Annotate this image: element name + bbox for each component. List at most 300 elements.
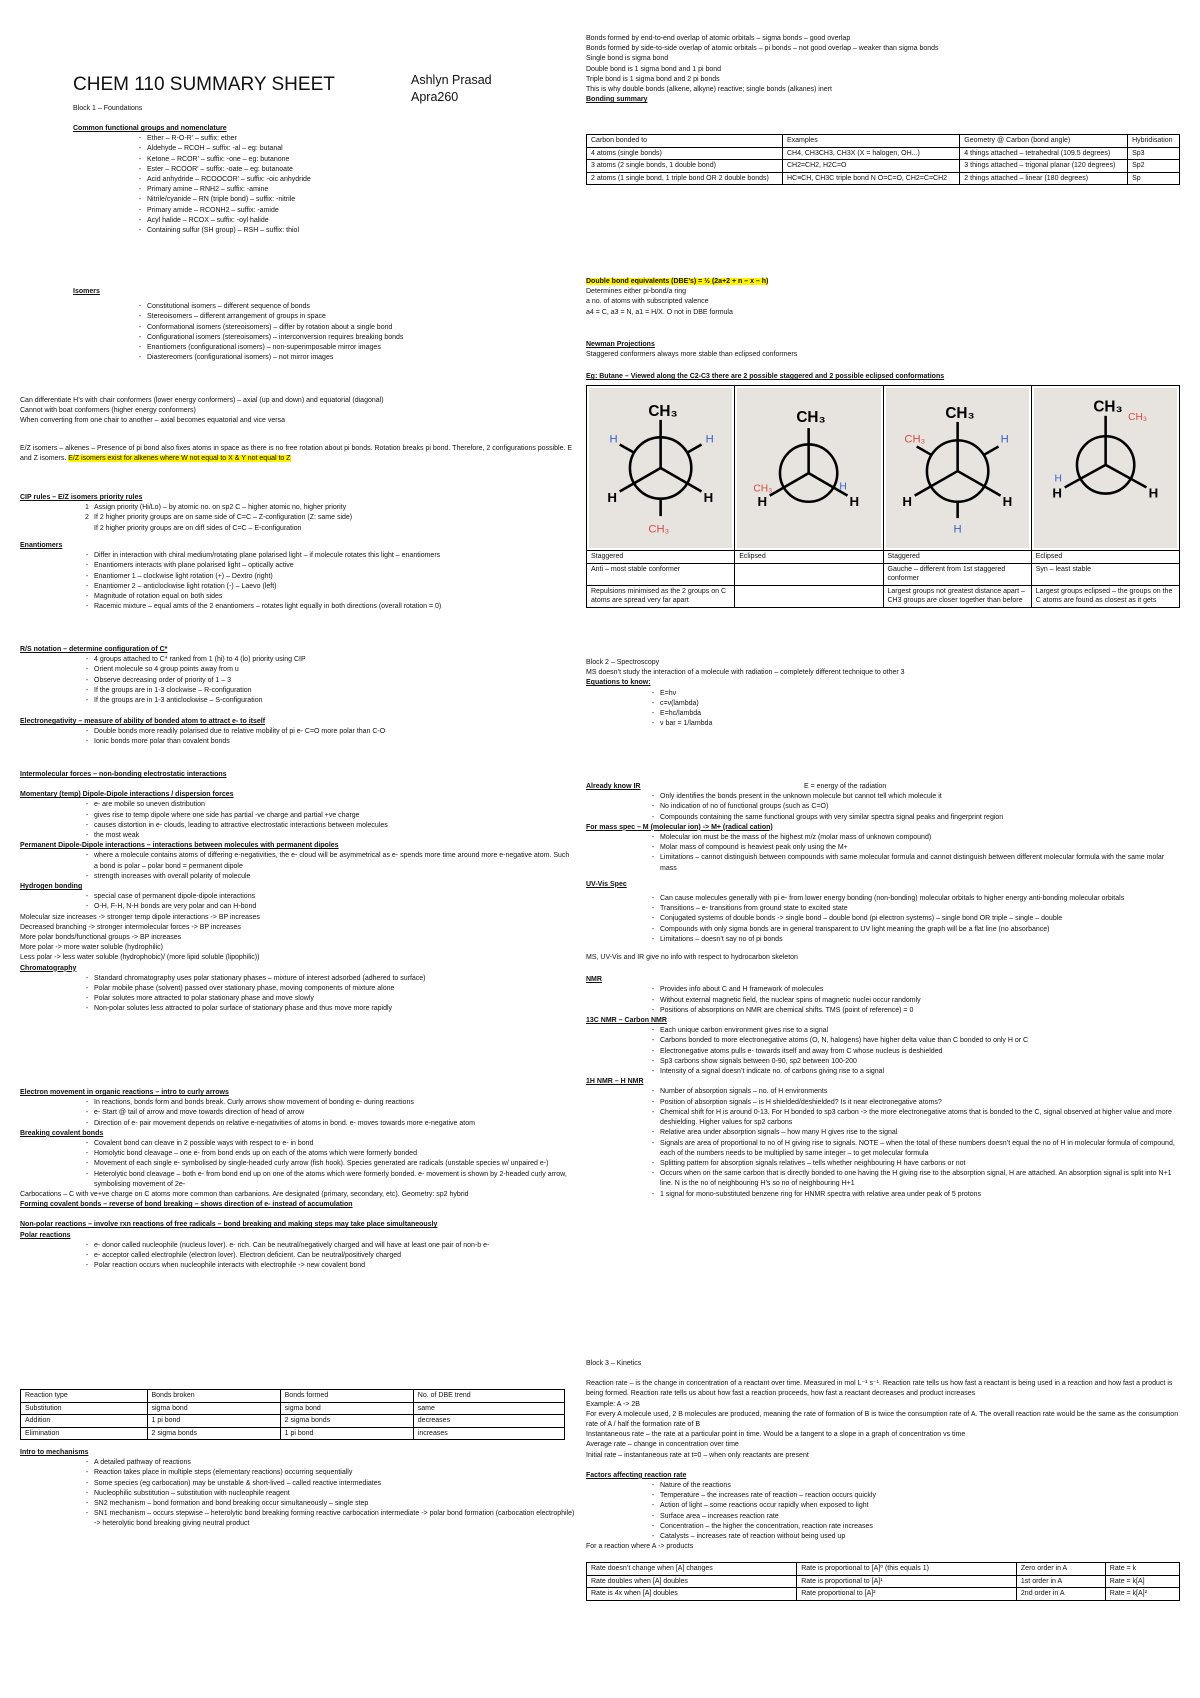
newman-table-wrap [586,385,1180,608]
bullet-marker: - [651,915,655,923]
section-heading: NMR [586,976,602,984]
reaction-type-table [20,1389,565,1440]
bullet-text: SN2 mechanism – bond formation and bond breaking occur simultaneously – single step [94,1500,369,1508]
bullet-item [586,1532,1180,1542]
bullet-item [20,811,575,821]
text-line: Example: A -> 2B [586,1400,640,1408]
chair-section [20,396,575,427]
table-cell: same [413,1402,564,1415]
page-title: CHEM 110 SUMMARY SHEET [73,74,335,95]
bullet-item [20,524,575,534]
electron-movement-section [20,1088,575,1271]
bullet-marker: - [138,303,142,311]
table-header-cell: Reaction type [21,1390,148,1403]
newman-row [587,551,1180,564]
bullet-text: where a molecule contains atoms of differing e-negativities, the e- cloud will be asymmetrical as e- spends more time around more e-negative atom. Such a bond is polar – polar bond = permanent dipole [94,852,570,870]
bullet-text: Enantiomers interacts with plane polarised light – optically active [94,562,294,570]
bullet-item [20,831,575,841]
bullet-text: No indication of no of functional groups (such as C=O) [660,803,829,811]
bullet-text: Conformational isomers (stereoisomers) – differ by rotation about a single bond [147,323,393,331]
imf-lines [20,913,575,964]
table-header-cell: No. of DBE trend [413,1390,564,1403]
bullet-marker: - [85,985,89,993]
bullet-item [586,904,1180,914]
breaking-list [20,1139,575,1190]
newman-row [587,563,1180,585]
bullet-item [73,312,573,322]
table-row [587,147,1180,160]
bonding-table-wrap [586,134,1180,185]
bullet-item [20,892,575,902]
order-intro: For a reaction where A -> products [586,1543,694,1551]
bullet-text: Polar reaction occurs when nucleophile interacts with electrophile -> new covalent bond [94,1262,366,1270]
bullet-marker: - [651,925,655,933]
svg-text:H: H [703,489,714,505]
bullet-marker: - [85,582,89,590]
bullet-text: E=hc/lambda [660,710,702,718]
bullet-text: E=hν [660,689,677,697]
bullet-marker: - [138,196,142,204]
bullet-text: Only identifies the bonds present in the unknown molecule but cannot tell which molecule it [660,793,942,801]
bullet-text: Electronegative atoms pulls e- towards itself and away from C whose nucleus is deshielded [660,1047,943,1055]
bullet-marker: - [138,227,142,235]
text-line: Less polar -> less water soluble (hydrophobic)/ (more lipid soluble (lipophilic)) [20,954,260,962]
section-heading: CIP rules – E/Z isomers priority rules [20,494,143,501]
bullet-item [20,592,575,602]
bullet-item [73,155,573,165]
table-cell: CH2=CH2, H2C=O [782,160,959,173]
bullet-text: Nature of the reactions [660,1482,731,1490]
ir-section [586,782,1180,1200]
ez-text: E/Z isomers – alkenes – Presence of pi bond also fixes atoms in space as there is no free rotation about pi bonds. Rotation breaks pi bond. Therefore, 2 configurations possible. E and Z isomers. [20,445,573,463]
bullet-marker: - [85,593,89,601]
bullet-item [586,853,1180,873]
table-cell: CH4, CH3CH3, CH3X (X = halogen, OH...) [782,147,959,160]
bullet-marker: - [651,1522,655,1530]
subsection-heading: Chromatography [20,964,77,972]
bullet-text: c=ν(lambda) [660,699,699,707]
bullet-text: Racemic mixture – equal amts of the 2 enantiomers – rotates light equally in both directions (overall rotation = 0) [94,603,442,611]
bullet-text: Compounds with only sigma bonds are in general transparent to UV light meaning the graph will be a flat line (no absorbance) [660,925,1050,933]
bullet-marker: - [85,1500,89,1508]
newman-cell [587,386,735,551]
bullet-item [586,843,1180,853]
bullet-marker: - [85,728,89,736]
bullet-marker: - [651,854,655,862]
bullet-text: Polar solutes more attracted to polar stationary phase and move slowly [94,995,314,1003]
table-cell: increases [413,1427,564,1440]
bullet-item [586,1501,1180,1511]
electronegativity-section [20,717,575,748]
bullet-marker: - [85,821,89,829]
bullet-text: Stereoisomers – different arrangement of groups in space [147,313,326,321]
bullet-marker: - [651,844,655,852]
bullet-item [20,1139,575,1149]
text-line: Double bond is 1 sigma bond and 1 pi bond [586,65,722,73]
bullet-marker: - [651,1129,655,1137]
bullet-marker: - [651,1088,655,1096]
newman-cell [883,386,1031,551]
bullet-text: gives rise to temp dipole where one side has partial -ve charge and partial +ve charge [94,811,360,819]
table-row [587,1588,1180,1601]
bullet-item [586,1169,1180,1189]
nonpolar-line: Non-polar reactions – involve rxn reactions of free radicals – bond breaking and making steps may take place simultaneously [20,1221,438,1229]
hbond-list [20,892,575,912]
bullet-text: Molar mass of compound is heaviest peak only using the M+ [660,844,848,852]
subsection-heading: Hydrogen bonding [20,883,83,891]
bullet-item [20,727,575,737]
bullet-item [586,996,1180,1006]
section-heading: Newman Projections [586,341,655,348]
table-cell: Addition [21,1415,148,1428]
bullet-marker: - [85,893,89,901]
table-cell: Syn – least stable [1031,563,1179,585]
text-line: Bonds formed by side-to-side overlap of atomic orbitals – pi bonds – not good overlap – weaker than sigma bonds [586,45,939,53]
bullet-item [20,1489,575,1499]
bullet-text: Observe decreasing order of priority of 1 – 3 [94,676,231,684]
table-cell: 4 things attached – tetrahedral (109.5 degrees) [960,147,1128,160]
bullet-item [586,1139,1180,1159]
newman-staggered-gauche [886,388,1029,548]
bullet-text: Provides info about C and H framework of molecules [660,986,824,994]
table-cell: Largest groups not greatest distance apart – CH3 groups are closer together than before [883,585,1031,607]
dbe-line: a no. of atoms with subscripted valence [586,298,709,306]
bullet-item [586,1159,1180,1169]
bullet-marker: - [85,1150,89,1158]
bullet-marker: - [651,1502,655,1510]
svg-text:H: H [1148,485,1158,501]
table-cell: Rate = k [1105,1563,1179,1576]
svg-text:CH₃: CH₃ [903,433,925,446]
bullet-marker: - [85,1241,89,1249]
ez-section [20,444,575,464]
uv-list [586,894,1180,945]
bullet-text: A detailed pathway of reactions [94,1459,191,1467]
bullet-text: Some species (eg carbocation) may be unstable & short-lived – called reactive intermediates [94,1479,382,1487]
bullet-text: Catalysts – increases rate of reaction without being used up [660,1533,846,1541]
bullet-item [20,974,575,984]
bullet-text: Ester – RCOOR’ – suffix: -oate – eg: butanoate [147,165,293,173]
bullet-text: the most weak [94,832,140,840]
section-heading: 13C NMR – Carbon NMR [586,1017,667,1025]
bullet-marker: - [651,905,655,913]
section-heading: UV-Vis Spec [586,880,627,888]
table-row [587,1563,1180,1576]
table-cell: sigma bond [280,1402,413,1415]
bullet-item [586,792,1180,802]
bullet-item [20,665,575,675]
bullet-item [20,1159,575,1169]
bullet-text: ν bar = 1/lambda [660,720,713,728]
section-heading: Isomers [73,288,100,295]
svg-text:CH₃: CH₃ [796,408,826,426]
bullet-item [73,216,573,226]
chromatography-list [20,974,575,1015]
bullet-item [73,206,573,216]
table-header-cell: Bonds formed [280,1390,413,1403]
bullet-marker: - [651,813,655,821]
bullet-text: Concentration – the higher the concentration, reaction rate increases [660,1522,873,1530]
bullet-text: Differ in interaction with chiral medium/rotating plane polarised light – if molecule rotates this light – enantiomers [94,552,441,560]
bullet-marker: - [85,1459,89,1467]
text-line: More polar bonds/functional groups -> BP increases [20,934,182,942]
cip-list [20,503,575,534]
bullet-marker: - [85,686,89,694]
bullet-item [20,686,575,696]
bullet-marker: - [85,1140,89,1148]
bullet-text: Without external magnetic field, the nuclear spins of magnetic nuclei occur randomly [660,996,921,1004]
bullet-item [586,1128,1180,1138]
table-cell: 4 atoms (single bonds) [587,147,783,160]
table-cell: Repulsions minimised as the 2 groups on C atoms are spread very far apart [587,585,735,607]
bullet-item [586,1087,1180,1097]
bonding-intro [586,34,1180,105]
bullet-marker: - [138,186,142,194]
bullet-item [20,1509,575,1529]
bullet-item [73,333,573,343]
bullet-text: causes distortion in e- clouds, leading to attractive electrostatic interactions between molecules [94,821,388,829]
section-heading: Bonding summary [586,96,648,104]
bullet-item [73,353,573,363]
bullet-text: Surface area – increases reaction rate [660,1512,779,1520]
bullet-text: Compounds containing the same functional groups with very similar spectra signal peaks and fingerprint region [660,813,1004,821]
table-row [587,160,1180,173]
bullet-marker: - [651,996,655,1004]
section-heading: R/S notation – determine configuration of C* [20,646,168,653]
bullet-marker: - [138,206,142,214]
table-cell: Zero order in A [1016,1563,1105,1576]
newman-cell [735,386,883,551]
table-cell [735,563,883,585]
bullet-item [20,1261,575,1271]
table-cell: Sp2 [1128,160,1180,173]
bullet-text: Position of absorption signals – is H shielded/deshielded? Is it near electronegative atoms? [660,1098,942,1106]
bullet-item [20,1241,575,1251]
bullet-marker: - [85,1262,89,1270]
bullet-item [586,935,1180,945]
text-line: Decreased branching -> stronger intermolecular forces -> BP increases [20,923,241,931]
subsection-heading: Polar reactions [20,1231,71,1239]
bullet-text: Enantiomer 2 – anticlockwise light rotation (-) – Laevo (left) [94,582,277,590]
imf-section [20,770,575,1015]
bullet-marker: - [85,1109,89,1117]
table-cell: Staggered [883,551,1031,564]
newman-text: Staggered conformers always more stable than eclipsed conformers [586,351,798,359]
table-cell: 2 sigma bonds [147,1427,280,1440]
bullet-marker: - [85,1252,89,1260]
block2-section [586,658,1180,729]
bullet-item [586,1057,1180,1067]
bullet-marker: - [651,803,655,811]
bullet-item [73,175,573,185]
table-cell: Rate doubles when [A] doubles [587,1575,797,1588]
svg-text:H: H [705,433,714,446]
bullet-text: strength increases with overall polarity of molecule [94,872,251,880]
subsection-heading: Permanent Dipole-Dipole interactions – interactions between molecules with permanent dipoles [20,842,339,850]
svg-text:H: H [953,523,962,536]
bullet-text: Reaction takes place in multiple steps (elementary reactions) occurring sequentially [94,1469,353,1477]
bullet-text: 1 signal for mono-substituted benzene ring for HNMR spectra with relative area under peak of 5 protons [660,1190,982,1198]
bullet-marker: - [651,1512,655,1520]
newman-cell [1031,386,1179,551]
svg-text:H: H [839,481,847,493]
nmr-list [586,985,1180,1016]
electronegativity-list [20,727,575,747]
table-cell: decreases [413,1415,564,1428]
bullet-marker: - [85,1160,89,1168]
bullet-marker: - [651,710,655,718]
bullet-item [73,323,573,333]
block3-section [586,1359,1180,1601]
table-cell: 1 pi bond [280,1427,413,1440]
table-header-row [587,135,1180,148]
bullet-item [73,343,573,353]
table-cell: 3 things attached – trigonal planar (120 degrees) [960,160,1128,173]
bullet-marker: - [85,852,89,860]
bonding-lines [586,34,1180,95]
text-line: Instantaneous rate – the rate at a particular point in time. Would be a tangent to a slope in a graph of concentration vs time [586,1431,966,1439]
bullet-marker: - [85,1479,89,1487]
bullet-text: Ketone – RCOR’ – suffix: -one – eg: butanone [147,155,290,163]
table-cell: Rate proportional to [A]² [797,1588,1017,1601]
bullet-text: Ionic bonds more polar than covalent bonds [94,738,230,746]
bullet-marker: - [85,666,89,674]
section-heading: Electron movement in organic reactions – intro to curly arrows [20,1089,229,1096]
bullet-text: Number of absorption signals – no. of H environments [660,1088,828,1096]
bullet-item [20,655,575,665]
bullet-marker: - [138,354,142,362]
block3-title: Block 3 – Kinetics [586,1360,642,1367]
section-heading: Factors affecting reaction rate [586,1471,687,1479]
table-cell: HC≡CH, CH3C triple bond N O=C=O, CH2=C=CH2 [782,172,959,185]
text-line: Bonds formed by end-to-end overlap of atomic orbitals – sigma bonds – good overlap [586,35,851,42]
bullet-text: Heterolytic bond cleavage – both e- from bond end up on one of the atoms which were formerly bonded. e- movement is shown by 2-headed curly arrow, symbolising movement of 2e- [94,1170,567,1188]
bullet-marker: - [85,832,89,840]
bullet-text: Nitrile/cyanide – RN (triple bond) – suffix: -nitrile [147,196,296,204]
table-cell: 3 atoms (2 single bonds, 1 double bond) [587,160,783,173]
bullet-item [586,1006,1180,1016]
bullet-item [586,1512,1180,1522]
bullet-marker: - [85,697,89,705]
equations-heading: Equations to know: [586,679,651,687]
bullet-marker: - [651,1159,655,1167]
bullet-text: If the groups are in 1-3 anticlockwise – S-configuration [94,697,263,705]
table-header-cell: Bonds broken [147,1390,280,1403]
table-header-cell: Hybridisation [1128,135,1180,148]
chair-line: Can differentiate H’s with chair conformers (lower energy conformers) – axial (up and down) and equatorial (diagonal) [20,397,384,404]
bullet-item [20,800,575,810]
bullet-item [586,1047,1180,1057]
svg-text:H: H [849,493,860,509]
table-cell: 2 things attached – linear (180 degrees) [960,172,1128,185]
bullet-item [20,1170,575,1190]
bullet-item [20,902,575,912]
reaction-order-table [586,1562,1180,1601]
section-heading: Common functional groups and nomenclature [73,125,227,132]
mechanisms-section [20,1448,575,1530]
bullet-marker: - [85,974,89,982]
table-cell: Largest groups eclipsed – the groups on the C atoms are found as closest as it gets [1031,585,1179,607]
c13-list [586,1026,1180,1077]
bullet-text: Conjugated systems of double bonds -> single bond – double bond (pi electron systems) – single bond OR triple – single – double [660,915,1063,923]
forming-line: Forming covalent bonds – reverse of bond breaking – shows direction of e- instead of accumulation [20,1201,353,1209]
bullet-item [20,513,575,523]
bullet-item [73,226,573,236]
factors-list [586,1481,1180,1542]
dbe-line: a4 = C, a3 = N, a1 = H/X. O not in DBE formula [586,308,733,316]
bullet-text: If the groups are in 1-3 clockwise – R-configuration [94,686,252,694]
bullet-item [586,985,1180,995]
bullet-marker: - [651,986,655,994]
bullet-marker: - [651,1170,655,1178]
dbe-line: Determines either pi-bond/a ring [586,288,686,296]
dbe-section [586,277,1180,318]
bullet-item [20,572,575,582]
bullet-text: Movement of each single e- symbolised by single-headed curly arrow (fish hook). Species generated are radicals (unstable species w/ unpaired e-) [94,1160,549,1168]
bullet-item [586,894,1180,904]
bullet-text: Enantiomers (configurational isomers) – non-superimposable mirror images [147,344,381,352]
bullet-marker: - [85,1099,89,1107]
bullet-item [586,1190,1180,1200]
bullet-marker: - [651,1027,655,1035]
bullet-marker: - [85,562,89,570]
bullet-text: Constitutional isomers – different sequence of bonds [147,303,310,311]
bullet-marker [80,524,94,534]
bullet-item [20,872,575,882]
bullet-text: Action of light – some reactions occur rapidly when exposed to light [660,1502,869,1510]
bullet-item [586,925,1180,935]
bullet-item [20,851,575,871]
bullet-text: Limitations – doesn’t say no of pi bonds [660,935,783,943]
bullet-text: e- are mobile so uneven distribution [94,801,205,809]
momentary-list [20,800,575,841]
svg-text:H: H [607,489,618,505]
table-cell: Rate = k[A] [1105,1575,1179,1588]
bullet-text: In reactions, bonds form and bonds break. Curly arrows show movement of bonding e- during reactions [94,1099,414,1107]
section-heading: Intro to mechanisms [20,1449,89,1456]
svg-text:H: H [609,433,618,446]
bullet-item [586,709,1180,719]
bullet-text: Positions of absorptions on NMR are chemical shifts. TMS (point of reference) = 0 [660,1006,914,1014]
bullet-text: Transitions – e- transitions from ground state to excited state [660,905,848,913]
bullet-marker: 1 [85,504,89,512]
bullet-item [20,1468,575,1478]
block3-paragraphs [586,1379,1180,1461]
text-line: Molecular size increases -> stronger temp dipole interactions -> BP increases [20,913,260,921]
bullet-text: Temperature – the increases rate of reaction – reaction occurs quickly [660,1492,876,1500]
table-cell: Rate is proportional to [A]⁰ (this equals 1) [797,1563,1017,1576]
bullet-item [73,195,573,205]
electron-list [20,1098,575,1129]
bullet-marker: - [651,689,655,697]
bullet-text: Chemical shift for H is around 0-13. For H bonded to sp3 carbon -> the more electronegative atoms that is bonded to the C, signal observed at higher value and more deshielding. Higher values for sp2 carbons [660,1108,1172,1127]
svg-text:CH₃: CH₃ [1093,398,1123,416]
bullet-item [586,1036,1180,1046]
table-row [21,1427,565,1440]
energy-note: E = energy of the radiation [804,783,887,790]
bullet-marker: - [85,1489,89,1497]
bullet-item [20,1479,575,1489]
bullet-marker: - [138,344,142,352]
bullet-text: Homolytic bond cleavage – one e- from bond ends up on each of the atoms which were formerly bonded [94,1150,417,1158]
table-cell: Eclipsed [1031,551,1179,564]
svg-text:H: H [901,493,912,509]
svg-text:CH₃: CH₃ [648,523,670,536]
ir-list [586,792,1180,823]
block2-intro: MS doesn’t study the interaction of a molecule with radiation – completely different technique to other 3 [586,669,905,677]
bullet-marker: - [651,1068,655,1076]
bullet-item [20,582,575,592]
